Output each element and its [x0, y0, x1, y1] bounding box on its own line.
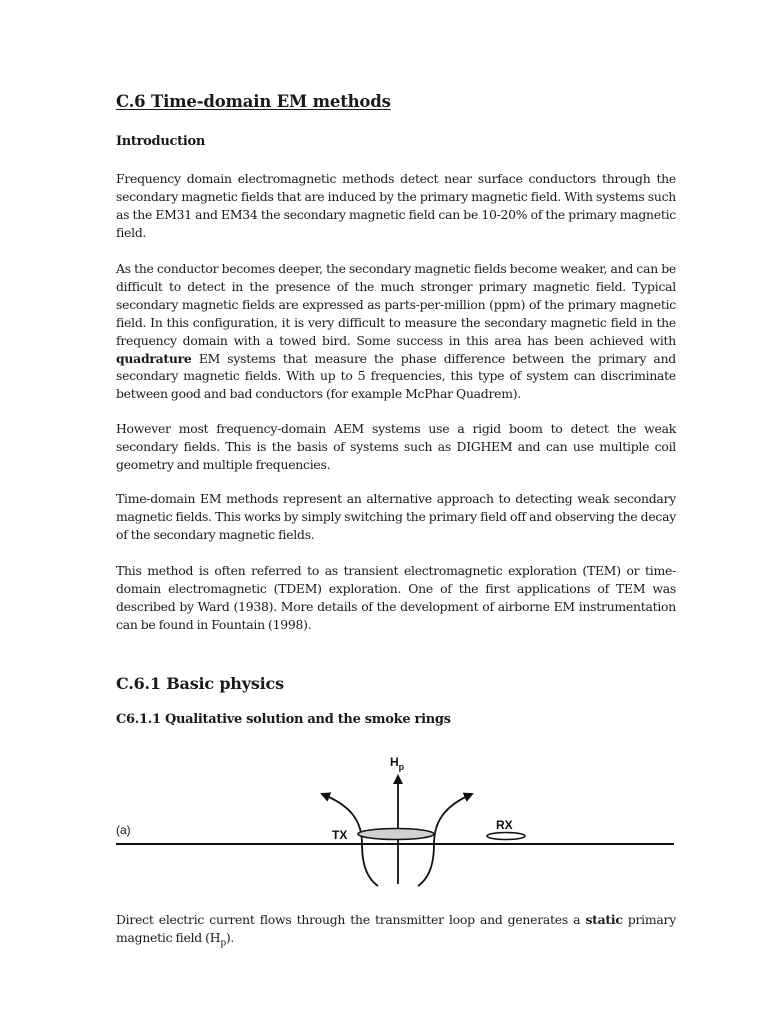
paragraph-text: primary magnetic field (H	[116, 912, 676, 945]
receiver-coil	[487, 833, 525, 840]
introduction-heading: Introduction	[116, 134, 205, 149]
paragraph-time-domain: Time-domain EM methods represent an alternative approach to detecting weak secondary magnetic fields. This works by simply switching the primary field off and observing the decay of the secondary magnetic fields.	[116, 491, 676, 542]
transmitter-loop	[358, 829, 434, 840]
field-line-right	[418, 794, 472, 886]
paragraph-text: As the conductor becomes deeper, the secondary magnetic fields become weaker, and can be difficult to detect in the presence of the much stronger primary magnetic field. Typical secondary magnetic fields are expressed as parts-per-million (ppm) of the primary magnetic field. In this configuration, it is very difficult to measure the secondary magnetic field in the frequency domain with a towed bird. Some success in this area has been achieved with	[116, 261, 676, 348]
hp-label	[390, 755, 405, 772]
section-title: C.6 Time-domain EM methods	[116, 92, 391, 111]
hp-label-sub: p	[398, 762, 405, 772]
figure-transmitter-loop	[116, 750, 676, 890]
paragraph-text: Direct electric current flows through the transmitter loop and generates a	[116, 912, 581, 927]
paragraph-conductor-depth	[116, 260, 676, 403]
tx-label: TX	[332, 828, 348, 842]
paragraph-frequency-domain: Frequency domain electromagnetic methods detect near surface conductors through the secondary magnetic fields that are induced by the primary magnetic field. With systems such as the EM31 and EM34 the secondary magnetic field can be 10-20% of the primary magnetic field.	[116, 171, 676, 240]
paragraph-direct-current	[116, 911, 676, 953]
paragraph-tem-history: This method is often referred to as transient electromagnetic exploration (TEM) or time-domain electromagnetic (TDEM) exploration. One of the first applications of TEM was described by Ward (1938). More details of the development of airborne EM instrumentation can be found in Fountain (1998).	[116, 563, 676, 632]
subscript-p: p	[220, 938, 226, 949]
subsubsection-title: C6.1.1 Qualitative solution and the smoke rings	[116, 712, 451, 727]
hp-label-main: H	[390, 755, 399, 769]
rx-label: RX	[496, 818, 513, 832]
paragraph-text: EM systems that measure the phase difference between the primary and secondary magnetic fields. With up to 5 frequencies, this type of system can discriminate between good and bad conductors (for example McPhar Quadrem).	[116, 350, 676, 402]
bold-term-static: static	[585, 912, 623, 927]
paragraph-text: ).	[225, 929, 235, 945]
bold-term-quadrature: quadrature	[116, 350, 192, 366]
figure-panel-label: (a)	[116, 823, 131, 837]
figure-diagram	[116, 750, 676, 890]
field-line-left	[322, 794, 378, 886]
paragraph-aem-systems: However most frequency-domain AEM systems use a rigid boom to detect the weak secondary fields. This is the basis of systems such as DIGHEM and can use multiple coil geometry and multiple frequencies.	[116, 421, 676, 472]
subsection-title: C.6.1 Basic physics	[116, 674, 284, 693]
